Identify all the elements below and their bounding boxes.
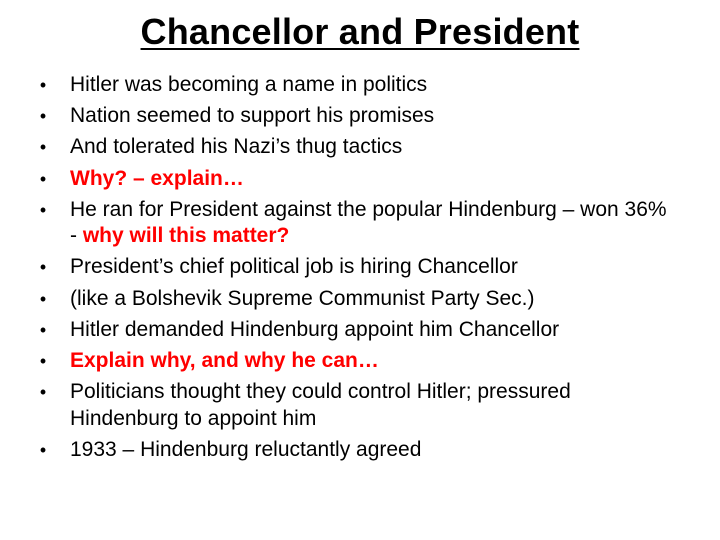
bullet-dot-icon: • xyxy=(39,168,47,189)
bullet-dot-icon: • xyxy=(39,351,47,372)
bullet-text: He ran for President against the popular Hindenburg – won 36% - xyxy=(70,197,667,248)
bullet-dot-icon: • xyxy=(39,319,47,340)
bullet-item xyxy=(36,317,676,343)
bullet-item xyxy=(36,197,676,250)
bullet-text: Politicians thought they could control Hitler; pressured Hindenburg to appoint him xyxy=(70,380,571,430)
bullet-dot-icon: • xyxy=(39,439,47,460)
bullet-item xyxy=(36,348,676,374)
bullet-item xyxy=(36,286,676,312)
bullet-dot-icon: • xyxy=(39,137,47,158)
bullet-text: And tolerated his Nazi’s thug tactics xyxy=(70,135,403,159)
bullet-item xyxy=(36,166,676,192)
slide-title: Chancellor and President xyxy=(140,11,580,52)
bullet-item xyxy=(36,72,676,98)
bullet-highlight-text: Why? – explain… xyxy=(70,166,244,190)
bullet-item xyxy=(36,379,676,432)
bullet-highlight-text: why will this matter? xyxy=(82,224,290,248)
bullet-list xyxy=(36,72,676,468)
bullet-text: President’s chief political job is hiring Chancellor xyxy=(70,255,518,279)
bullet-text: 1933 – Hindenburg reluctantly agreed xyxy=(70,437,422,461)
bullet-dot-icon: • xyxy=(39,288,47,309)
bullet-item xyxy=(36,437,676,463)
bullet-dot-icon: • xyxy=(39,257,47,278)
bullet-text: Nation seemed to support his promises xyxy=(70,104,435,128)
bullet-highlight-text: Explain why, and why he can… xyxy=(70,349,379,373)
bullet-item xyxy=(36,254,676,280)
bullet-dot-icon: • xyxy=(39,382,47,403)
bullet-dot-icon: • xyxy=(39,75,47,95)
bullet-dot-icon: • xyxy=(39,106,47,127)
bullet-item xyxy=(36,134,676,160)
bullet-text: (like a Bolshevik Supreme Communist Party Sec.) xyxy=(70,286,535,310)
bullet-text: Hitler demanded Hindenburg appoint him Chancellor xyxy=(70,317,560,341)
bullet-text: Hitler was becoming a name in politics xyxy=(70,73,428,96)
bullet-item xyxy=(36,103,676,129)
bullet-dot-icon: • xyxy=(39,199,47,220)
